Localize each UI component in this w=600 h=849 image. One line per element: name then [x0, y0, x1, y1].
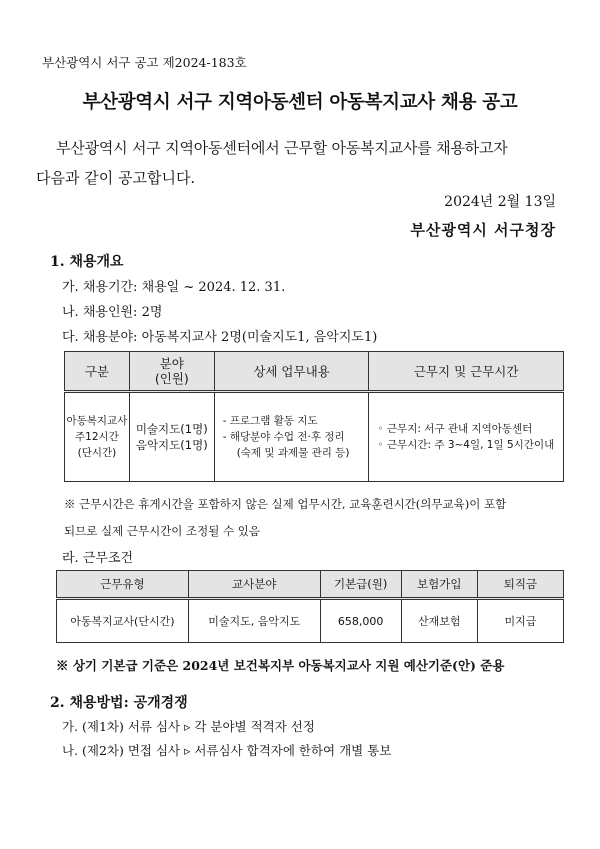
cell-insurance: 산재보험: [401, 599, 477, 643]
header-work-type: 근무유형: [57, 571, 189, 599]
work-conditions-table: [56, 570, 564, 643]
header-duties: 상세 업무내용: [214, 352, 369, 392]
page-title: 부산광역시 서구 지역아동센터 아동복지교사 채용 공고: [82, 92, 518, 113]
header-field: [129, 352, 214, 392]
duty-line3: (숙제 및 과제물 관리 등): [236, 447, 350, 459]
field-line1: 미술지도(1명): [135, 422, 208, 436]
cell-base-pay: 658,000: [320, 599, 401, 643]
table-row: [57, 599, 564, 643]
header-field-line1: 분야: [159, 356, 184, 371]
announcement-number: 부산광역시 서구 공고 제2024-183호: [42, 55, 247, 70]
header-insurance: 보험가입: [401, 571, 477, 599]
work-hours-note-line1: ※ 근무시간은 휴게시간을 포함하지 않은 실제 업무시간, 교육훈련시간(의무교육)이 포함: [64, 497, 507, 511]
screening-step1: 가. (제1차) 서류 심사 ▹ 각 분야별 적격자 선정: [62, 719, 315, 734]
location-line1: ◦ 근무지: 서구 관내 지역아동센터: [377, 423, 533, 435]
header-field-line2: (인원): [154, 371, 189, 386]
duty-line1: - 프로그램 활동 지도: [222, 415, 318, 427]
recruit-field: 다. 채용분야: 아동복지교사 2명(미술지도1, 음악지도1): [62, 330, 378, 345]
cell-category: [65, 392, 130, 482]
category-line2: 주12시간: [75, 431, 119, 443]
location-line2: ◦ 근무시간: 주 3~4일, 1일 5시간이내: [377, 439, 555, 451]
cell-location: [369, 392, 564, 482]
table-row: [65, 392, 564, 482]
cell-duties: [214, 392, 369, 482]
category-line3: (단시간): [77, 447, 117, 459]
recruit-headcount: 나. 채용인원: 2명: [62, 305, 163, 320]
category-line1: 아동복지교사: [66, 415, 128, 427]
issuer-name: 부산광역시 서구청장: [410, 221, 556, 239]
header-base-pay: 기본급(원): [320, 571, 401, 599]
section2-heading: 2. 채용방법: 공개경쟁: [50, 695, 188, 711]
cell-work-type: 아동복지교사(단시간): [57, 599, 189, 643]
screening-step2: 나. (제2차) 면접 심사 ▹ 서류심사 합격자에 한하여 개별 통보: [62, 743, 392, 758]
cell-field: [129, 392, 214, 482]
header-location: 근무지 및 근무시간: [369, 352, 564, 392]
intro-text-line2: 다음과 같이 공고합니다.: [36, 169, 196, 187]
salary-basis-note: ※ 상기 기본급 기준은 2024년 보건복지부 아동복지교사 지원 예산기준(안) 준용: [56, 658, 505, 673]
header-teacher-field: 교사분야: [188, 571, 320, 599]
work-conditions-label: 라. 근무조건: [62, 551, 134, 566]
intro-text-line1: 부산광역시 서구 지역아동센터에서 근무할 아동복지교사를 채용하고자: [56, 139, 508, 157]
announcement-date: 2024년 2월 13일: [444, 194, 556, 210]
work-hours-note-line2: 되므로 실제 근무시간이 조정될 수 있음: [64, 524, 261, 538]
header-severance: 퇴직금: [477, 571, 563, 599]
job-detail-table: [64, 351, 564, 482]
cell-severance: 미지급: [477, 599, 563, 643]
section1-heading: 1. 채용개요: [50, 254, 124, 270]
recruit-period: 가. 채용기간: 채용일 ~ 2024. 12. 31.: [62, 280, 286, 295]
field-line2: 음악지도(1명): [135, 438, 208, 452]
duty-line2: - 해당분야 수업 전·후 정리: [222, 431, 345, 443]
header-category: 구분: [65, 352, 130, 392]
cell-teacher-field: 미술지도, 음악지도: [188, 599, 320, 643]
